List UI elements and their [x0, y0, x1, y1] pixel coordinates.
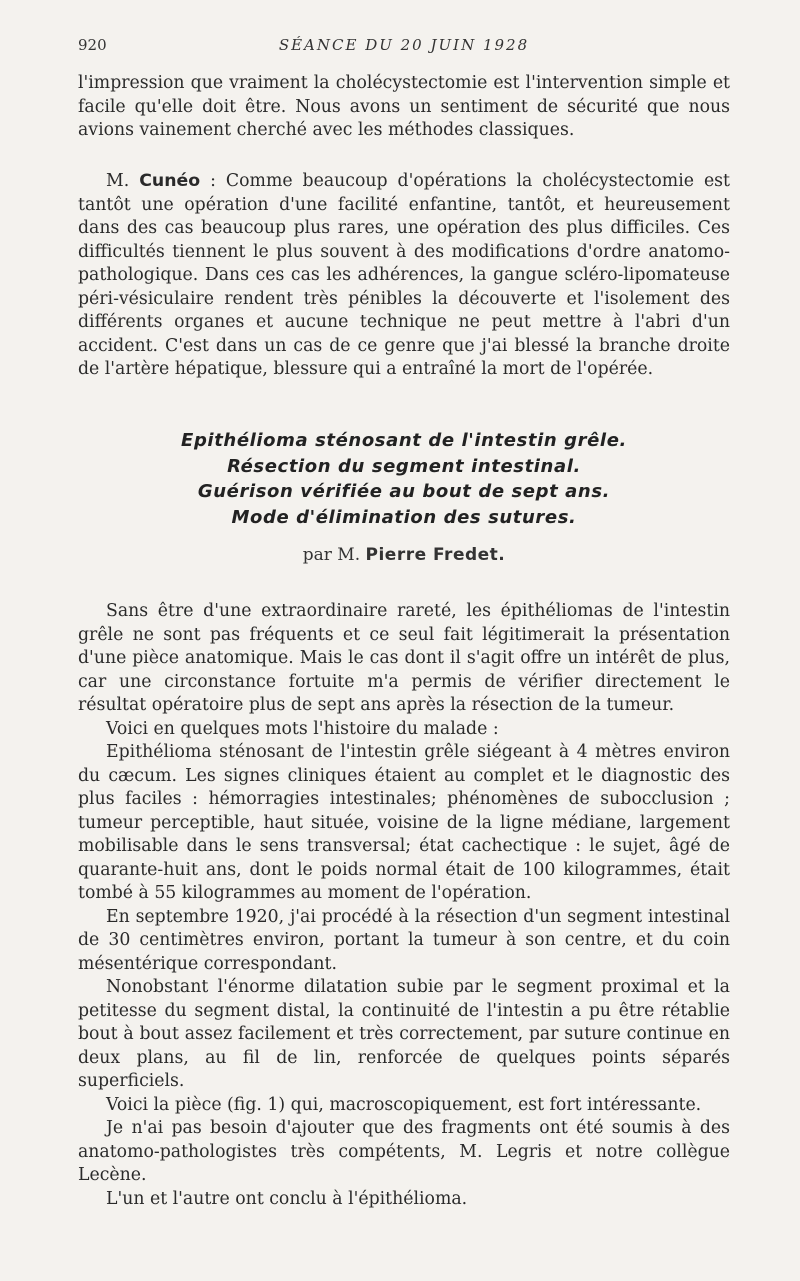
body-paragraph: Voici en quelques mots l'histoire du malade :: [106, 718, 499, 739]
speaker-name: Cunéo: [139, 171, 201, 191]
page-header: [78, 36, 730, 60]
title-line: Résection du segment intestinal.: [227, 455, 581, 477]
body-paragraph: En septembre 1920, j'ai procédé à la résection d'un segment intestinal de 30 centimètres environ, portant la tumeur à son centre, et du coin mésentérique correspondant.: [78, 906, 730, 974]
cuneo-intervention: [78, 170, 730, 382]
title-line: Epithélioma sténosant de l'intestin grêle.: [181, 430, 627, 451]
author-prefix: par M.: [302, 545, 361, 565]
body-paragraph: L'un et l'autre ont conclu à l'épithélioma.: [106, 1188, 468, 1209]
body-paragraph: Nonobstant l'énorme dilatation subie par le segment proximal et la petitesse du segment distal, la continuité de l'intestin a pu être rétablie bout à bout assez facilement et très correctement, par suture continue en deux plans, au fil de lin, renforcée de quelques points séparés superficiels.: [78, 977, 730, 1091]
speaker-prefix: M.: [106, 171, 130, 191]
title-line: Guérison vérifiée au bout de sept ans.: [197, 481, 611, 502]
article-body: [78, 600, 730, 1211]
article-title: [78, 428, 730, 530]
body-paragraph: Voici la pièce (fig. 1) qui, macroscopiquement, est fort intéressante.: [106, 1094, 702, 1115]
body-paragraph: Sans être d'une extraordinaire rareté, les épithéliomas de l'intestin grêle ne sont pas fréquents et ce seul fait légitimerait la présentation d'une pièce anatomique. Mais le cas dont il s'agit offre un intérêt de plus, car une circonstance fortuite m'a permis de vérifier directement le résultat opératoire plus de sept ans après la résection de la tumeur.: [78, 601, 730, 715]
title-line: Mode d'élimination des sutures.: [231, 506, 577, 528]
body-paragraph: Je n'ai pas besoin d'ajouter que des fragments ont été soumis à des anatomo-pathologistes très compétents, M. Legris et notre collègue Lecène.: [78, 1118, 730, 1185]
cuneo-paragraph: [78, 170, 730, 382]
running-head: SÉANCE DU 20 JUIN 1928: [278, 36, 530, 54]
page-number: 920: [78, 36, 107, 54]
author-name: Pierre Fredet.: [365, 545, 506, 565]
intro-paragraph-block: [78, 72, 730, 143]
article-author: [78, 545, 730, 565]
cuneo-text: : Comme beaucoup d'opérations la cholécystectomie est tantôt une opération d'une facilité enfantine, tantôt, et heureusement dans des cas beaucoup plus rares, une opération des plus difficiles. Ces difficultés tiennent le plus souvent à des modifications d'ordre anatomo-pathologique. Dans ces cas les adhérences, la gangue scléro-lipomateuse péri-vésiculaire rendent très pénibles la découverte et l'isolement des différents organes et aucune technique ne peut mettre à l'abri d'un accident. C'est dans un cas de ce genre que j'ai blessé la branche droite de l'artère hépatique, blessure qui a entraîné la mort de l'opérée.: [78, 171, 730, 379]
intro-paragraph: l'impression que vraiment la cholécystectomie est l'intervention simple et facile qu'elle doit être. Nous avons un sentiment de sécurité que nous avions vainement cherché avec les méthodes classiques.: [78, 73, 730, 140]
body-paragraph: Epithélioma sténosant de l'intestin grêle siégeant à 4 mètres environ du cæcum. Les signes cliniques étaient au complet et le diagnostic des plus faciles : hémorragies intestinales; phénomènes de subocclusion ; tumeur perceptible, haut située, voisine de la ligne médiane, largement mobilisable dans le sens transversal; état cachectique : le sujet, âgé de quarante-huit ans, dont le poids normal était de 100 kilogrammes, était tombé à 55 kilogrammes au moment de l'opération.: [78, 742, 730, 903]
